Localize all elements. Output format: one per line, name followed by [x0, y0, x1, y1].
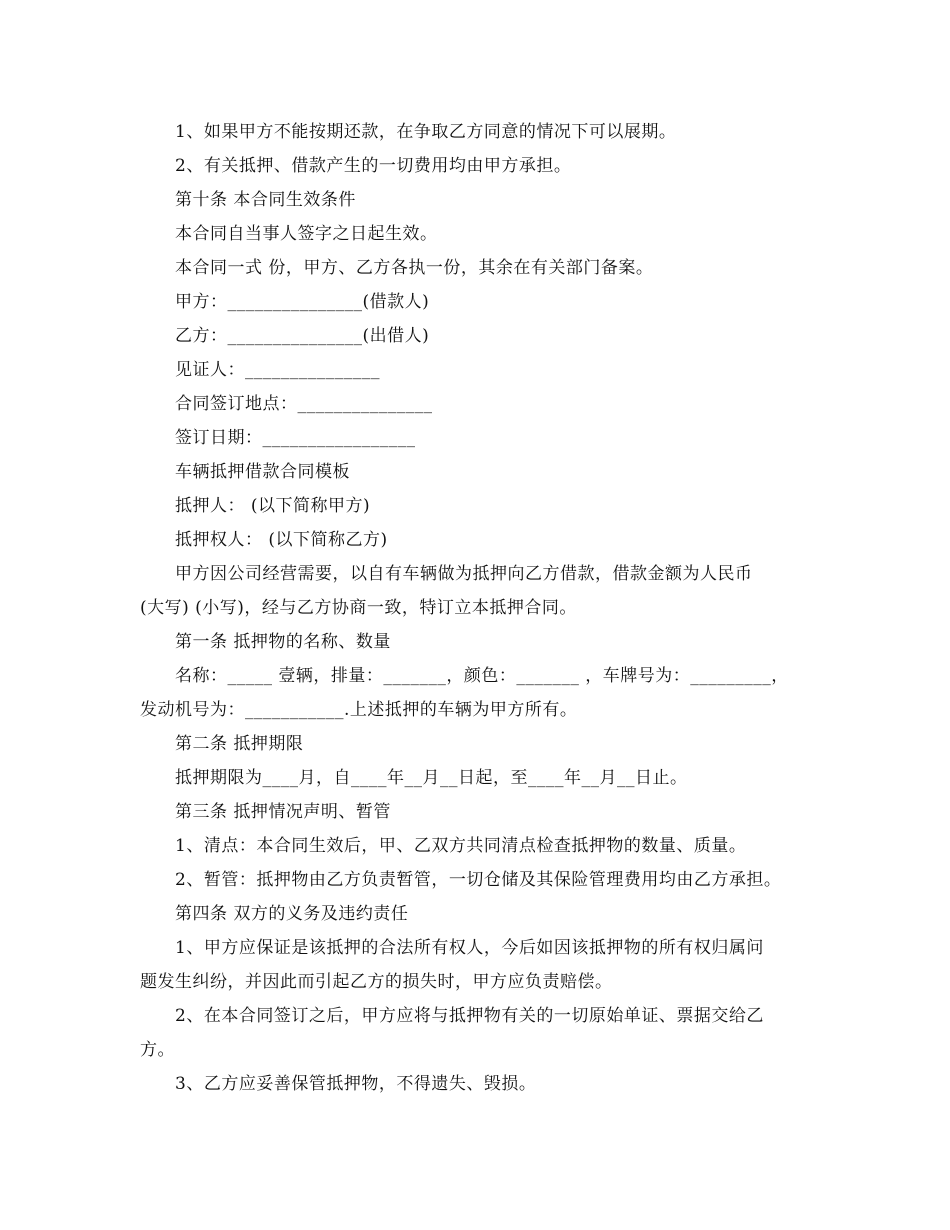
mortgagor-line: 抵押人： (以下简称甲方) — [175, 496, 371, 516]
vehicle-details-line-2: 发动机号为：___________.上述抵押的车辆为甲方所有。 — [140, 700, 578, 720]
obligation-3-line: 3、乙方应妥善保管抵押物，不得遗失、毁损。 — [175, 1074, 537, 1094]
effect-line: 本合同自当事人签字之日起生效。 — [175, 224, 438, 244]
article-heading-3: 第三条 抵押情况声明、暂管 — [175, 802, 391, 822]
term-line: 抵押期限为____月，自____年__月__日起，至____年__月__日止。 — [175, 768, 688, 788]
custody-line: 2、暂管：抵押物由乙方负责暂管，一切仓储及其保险管理费用均由乙方承担。 — [175, 870, 782, 890]
obligation-1-line-1: 1、甲方应保证是该抵押的合法所有权人，今后如因该抵押物的所有权归属问 — [175, 938, 764, 958]
obligation-1-line-2: 题发生纠纷，并因此而引起乙方的损失时，甲方应负责赔偿。 — [140, 972, 613, 992]
obligation-2-line-1: 2、在本合同签订之后，甲方应将与抵押物有关的一切原始单证、票据交给乙 — [175, 1006, 764, 1026]
intro-paragraph-line-1: 甲方因公司经营需要，以自有车辆做为抵押向乙方借款，借款金额为人民币 — [175, 564, 753, 584]
signing-place-line: 合同签订地点：_______________ — [175, 394, 433, 414]
party-a-signature-line: 甲方：_______________(借款人) — [175, 292, 430, 312]
article-heading-4: 第四条 双方的义务及违约责任 — [175, 904, 409, 924]
signing-date-line: 签订日期：_________________ — [175, 428, 416, 448]
inventory-line: 1、清点：本合同生效后，甲、乙双方共同清点检查抵押物的数量、质量。 — [175, 836, 747, 856]
template-title: 车辆抵押借款合同模板 — [175, 462, 350, 482]
party-b-signature-line: 乙方：_______________(出借人) — [175, 326, 430, 346]
obligation-2-line-2: 方。 — [140, 1040, 175, 1060]
clause-line-1: 1、如果甲方不能按期还款，在争取乙方同意的情况下可以展期。 — [175, 122, 677, 142]
mortgagee-line: 抵押权人： (以下简称乙方) — [175, 530, 388, 550]
witness-line: 见证人：_______________ — [175, 360, 380, 380]
clause-line-2: 2、有关抵押、借款产生的一切费用均由甲方承担。 — [175, 156, 572, 176]
article-heading-1: 第一条 抵押物的名称、数量 — [175, 632, 391, 652]
article-heading-10: 第十条 本合同生效条件 — [175, 190, 356, 210]
intro-paragraph-line-2: (大写) (小写)，经与乙方协商一致，特订立本抵押合同。 — [140, 598, 577, 618]
article-heading-2: 第二条 抵押期限 — [175, 734, 304, 754]
copies-line: 本合同一式 份，甲方、乙方各执一份，其余在有关部门备案。 — [175, 258, 654, 278]
vehicle-details-line-1: 名称：_____ 壹辆，排量：_______，颜色：_______ ，车牌号为：_________， — [175, 666, 789, 686]
